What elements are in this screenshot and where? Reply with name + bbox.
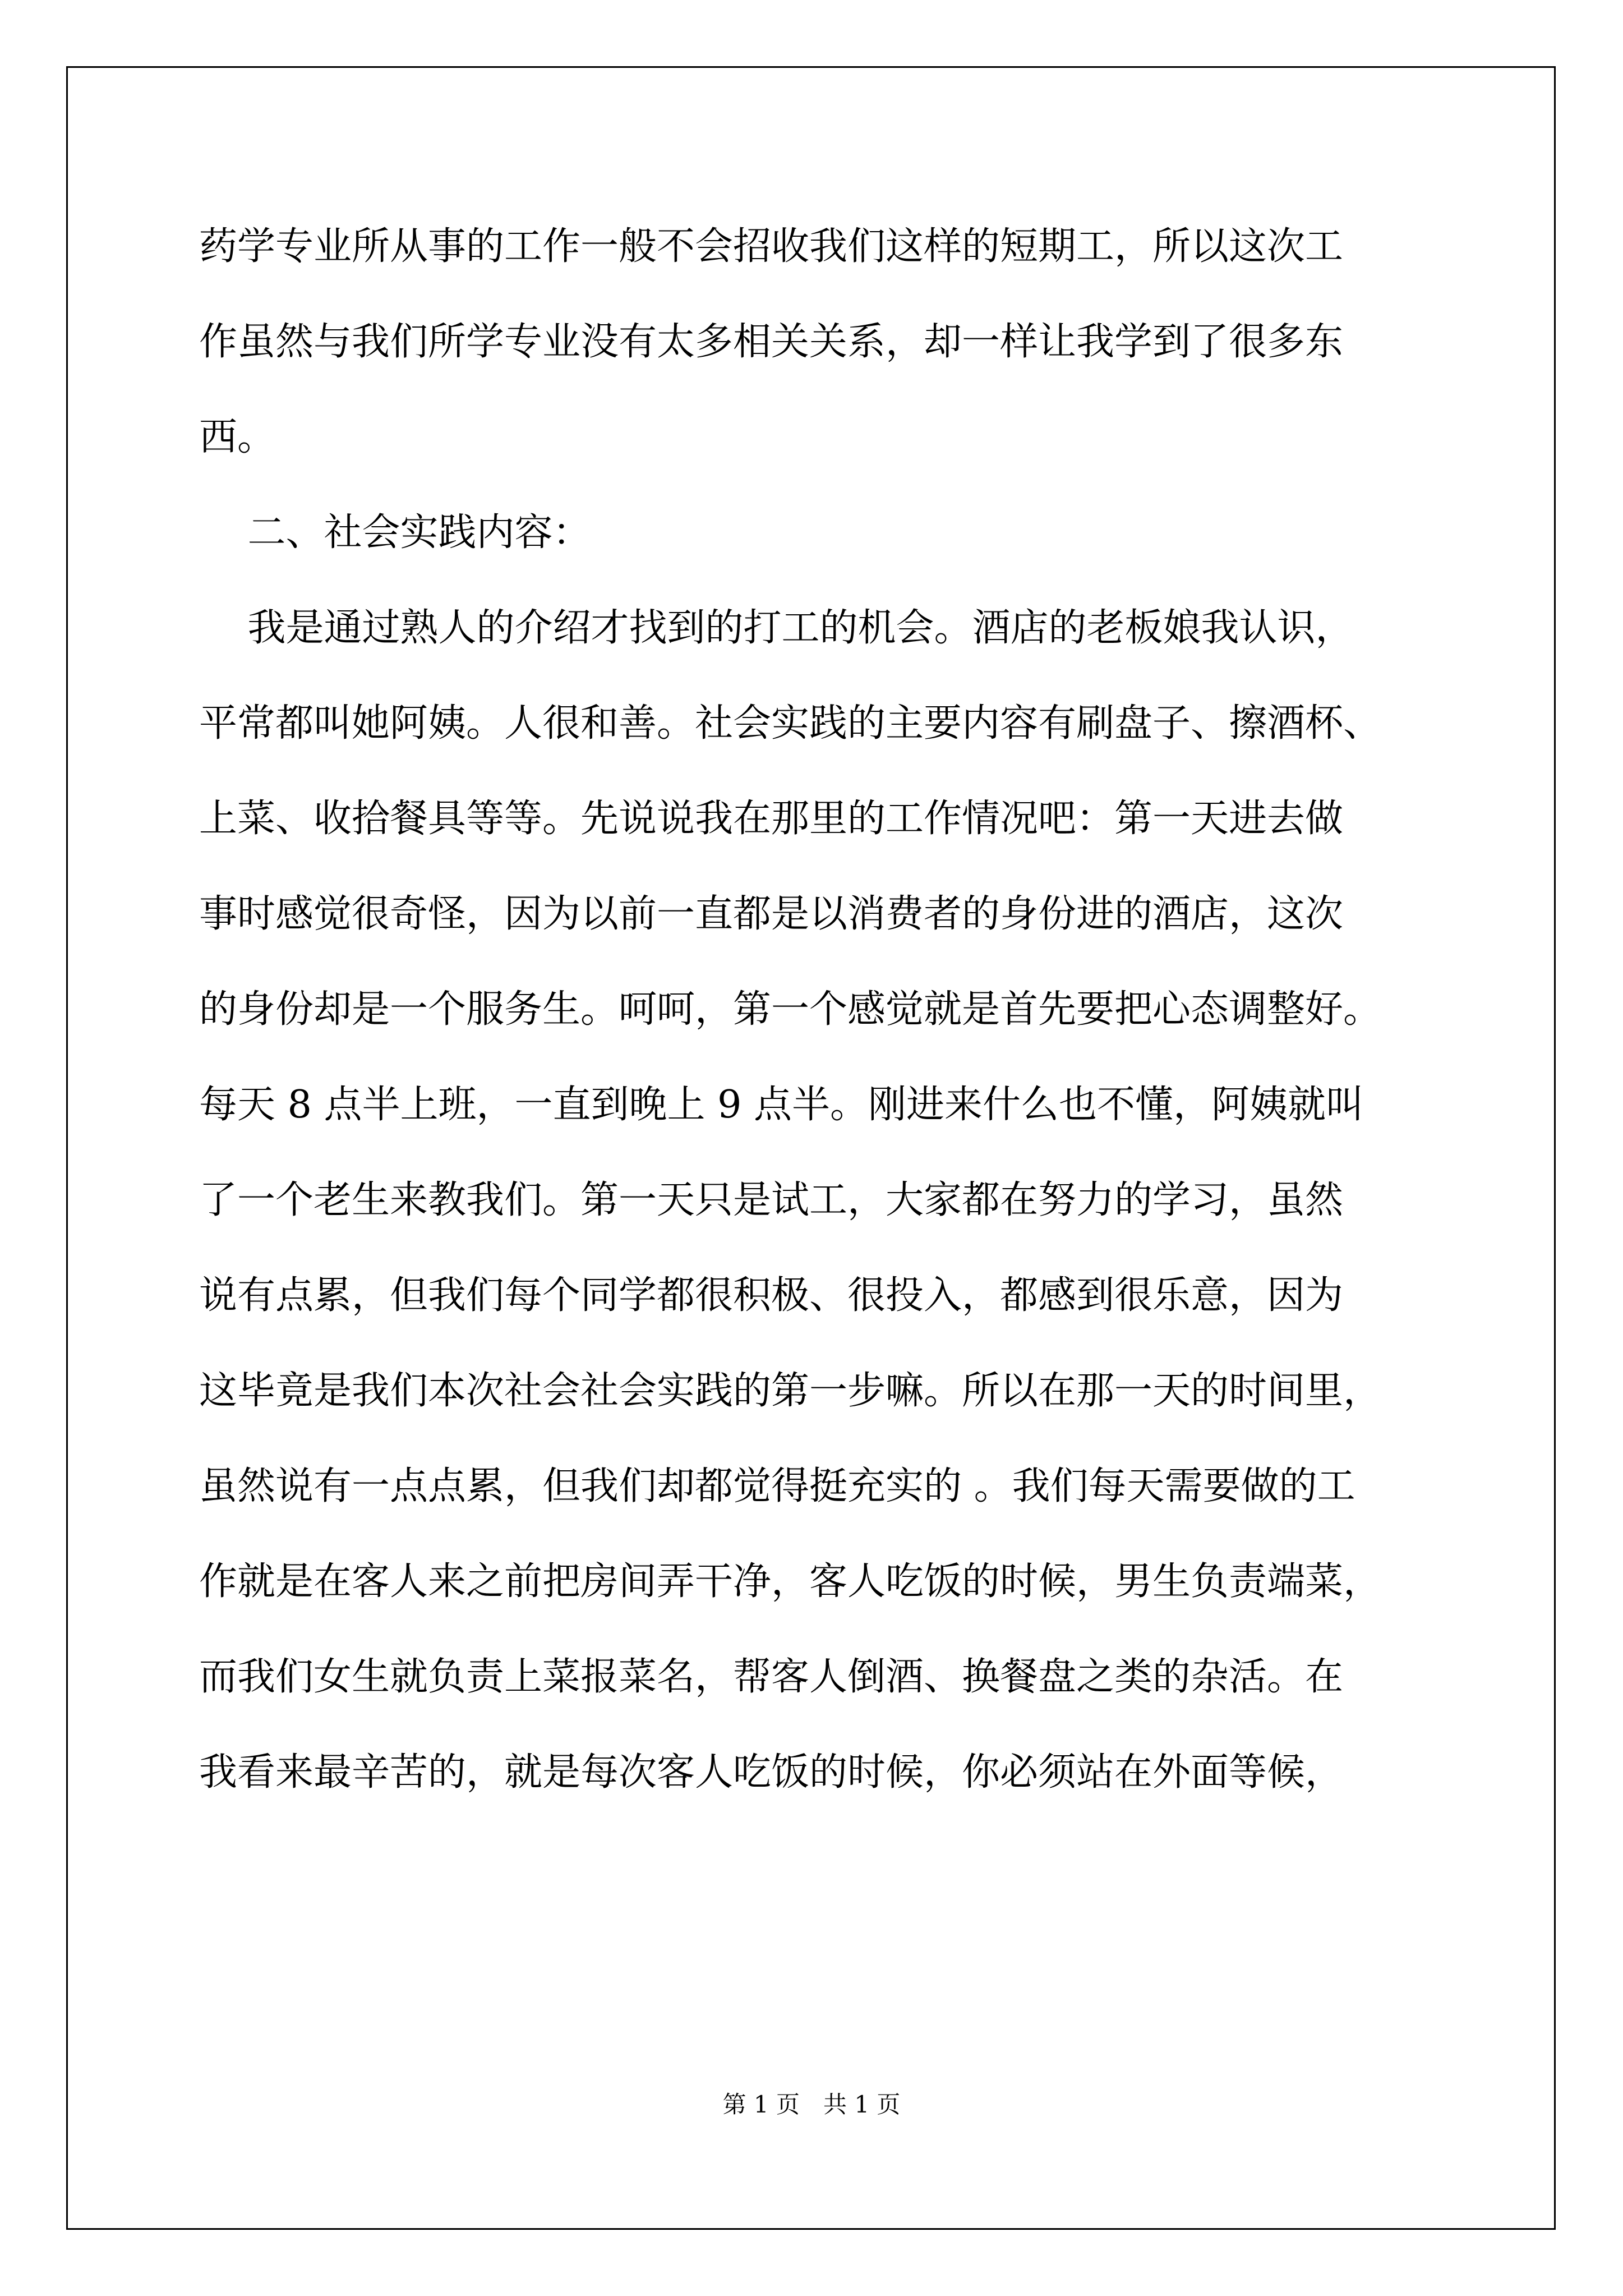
text-line: 作就是在客人来之前把房间弄干净，客人吃饭的时候，男生负责端菜， <box>199 1559 1382 1604</box>
text-line: 我看来最辛苦的，就是每次客人吃饭的时候，你必须站在外面等候， <box>199 1750 1344 1795</box>
section-heading: 二、社会实践内容： <box>199 510 591 555</box>
text-line: 而我们女生就负责上菜报菜名，帮客人倒酒、换餐盘之类的杂活。在 <box>199 1655 1344 1699</box>
text-line: 作虽然与我们所学专业没有太多相关关系，却一样让我学到了很多东 <box>199 320 1344 364</box>
page-number: 第 1 页 共 1 页 <box>722 2091 901 2118</box>
text-line: 平常都叫她阿姨。人很和善。社会实践的主要内容有刷盘子、擦酒杯、 <box>199 701 1382 746</box>
text-line: 了一个老生来教我们。第一天只是试工，大家都在努力的学习，虽然 <box>199 1178 1344 1222</box>
text-line: 这毕竟是我们本次社会社会实践的第一步嘛。所以在那一天的时间里， <box>199 1369 1382 1413</box>
text-line: 上菜、收拾餐具等等。先说说我在那里的工作情况吧：第一天进去做 <box>199 797 1344 841</box>
text-line: 西。 <box>199 415 276 459</box>
text-line: 我是通过熟人的介绍才找到的打工的机会。酒店的老板娘我认识， <box>199 606 1354 650</box>
text-line: 的身份却是一个服务生。呵呵，第一个感觉就是首先要把心态调整好。 <box>199 987 1382 1032</box>
text-line: 每天 8 点半上班，一直到晚上 9 点半。刚进来什么也不懂，阿姨就叫 <box>199 1083 1364 1127</box>
text-line: 说有点累，但我们每个同学都很积极、很投入，都感到很乐意，因为 <box>199 1273 1344 1318</box>
text-line: 事时感觉很奇怪，因为以前一直都是以消费者的身份进的酒店，这次 <box>199 892 1344 936</box>
text-line: 药学专业所从事的工作一般不会招收我们这样的短期工，所以这次工 <box>199 224 1344 269</box>
page-border <box>66 66 1556 2230</box>
text-line: 虽然说有一点点累，但我们却都觉得挺充实的 。我们每天需要做的工 <box>199 1464 1355 1508</box>
